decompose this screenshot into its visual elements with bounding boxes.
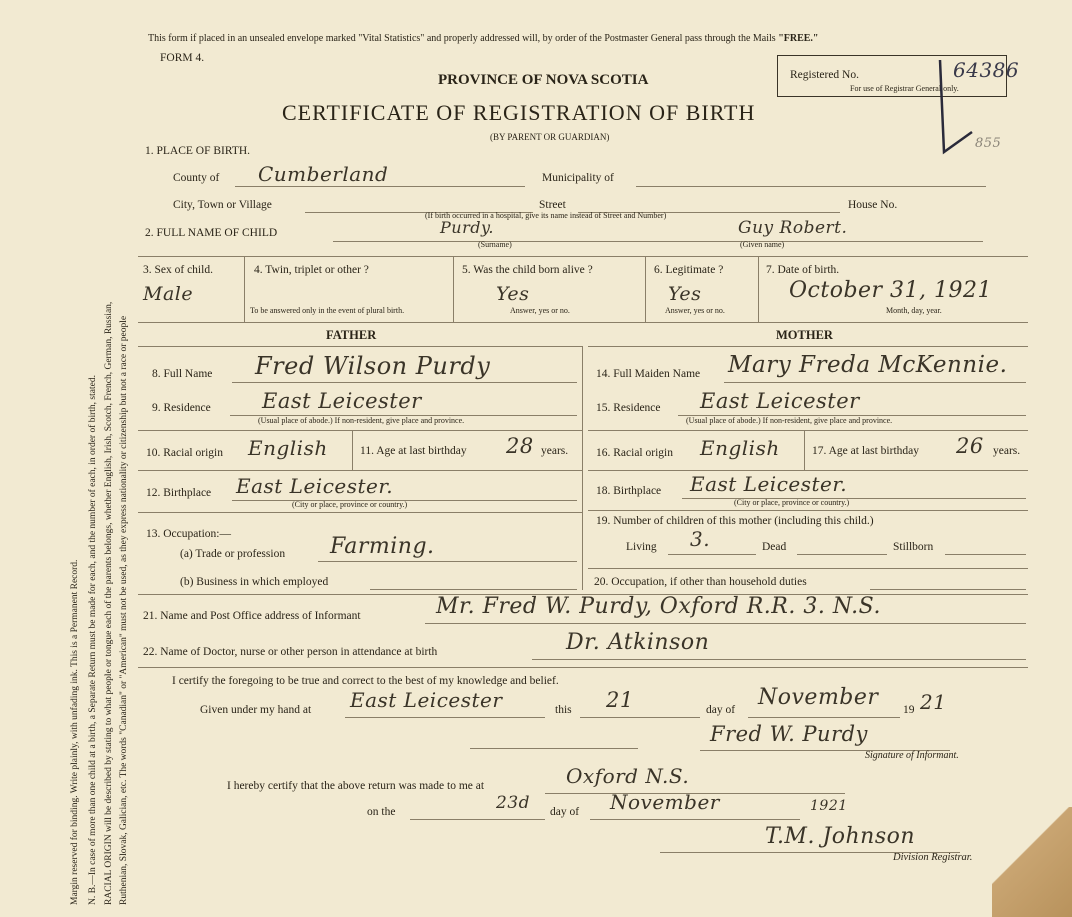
father-occupation-label: 13. Occupation:— — [146, 528, 231, 540]
father-trade-value: Farming. — [330, 534, 435, 559]
mother-residence-value: East Leicester — [700, 389, 860, 413]
sex-label: 3. Sex of child. — [143, 264, 213, 276]
margin-note-racial-origin: RACIAL ORIGIN will be described by stating to what people or tongue each of the parents belongs, whether English, Irish, Scotch, French, German, Russian, — [104, 301, 114, 905]
check-mark-icon — [932, 60, 992, 170]
living-value: 3. — [690, 527, 711, 551]
document-subtitle: (BY PARENT OR GUARDIAN) — [490, 132, 610, 142]
father-racial-value: English — [248, 436, 328, 460]
registrar-month-value: November — [610, 790, 720, 814]
mother-age-label: 17. Age at last birthday — [812, 445, 919, 457]
father-age-value: 28 — [506, 434, 534, 458]
street-label: Street — [539, 199, 566, 211]
given-caption: (Given name) — [740, 240, 785, 249]
margin-note-racial-origin-cont: Ruthenian, Slovak, Galician, etc. The words "Canadian" or "American" must not be used, as they express nationality or citizenship but not a race or people — [119, 315, 129, 905]
this-label: this — [555, 704, 572, 716]
birth-date-value: October 31, 1921 — [789, 278, 993, 303]
given-under-label: Given under my hand at — [200, 704, 312, 716]
mother-racial-label: 16. Racial origin — [596, 447, 673, 459]
father-name-label: 8. Full Name — [152, 368, 213, 380]
born-alive-value: Yes — [496, 283, 530, 305]
doctor-value: Dr. Atkinson — [566, 630, 710, 655]
given-place-value: East Leicester — [350, 688, 503, 712]
mother-birthplace-value: East Leicester. — [690, 472, 848, 496]
informant-value: Mr. Fred W. Purdy, Oxford R.R. 3. N.S. — [436, 594, 881, 619]
registrar-day-value: 23d — [496, 793, 531, 813]
registrar-caption: Division Registrar. — [893, 852, 973, 863]
province-heading: PROVINCE OF NOVA SCOTIA — [438, 72, 649, 88]
father-birthplace-value: East Leicester. — [236, 474, 394, 498]
father-residence-value: East Leicester — [262, 389, 422, 413]
form-number: FORM 4. — [160, 52, 205, 64]
county-label: County of — [173, 172, 220, 184]
mail-notice: This form if placed in an unsealed envelope marked "Vital Statistics" and properly addressed will, by order of the Postmaster General pass through the Mails "FREE." — [148, 33, 819, 44]
house-no-label: House No. — [848, 199, 898, 211]
free-label: "FREE." — [778, 33, 819, 44]
dead-label: Dead — [762, 541, 787, 553]
father-business-label: (b) Business in which employed — [180, 576, 329, 588]
father-age-label: 11. Age at last birthday — [360, 445, 467, 457]
certify-statement: I certify the foregoing to be true and correct to the best of my knowledge and belief. — [172, 675, 559, 687]
certify-year-value: 21 — [920, 690, 947, 714]
place-of-birth-label: 1. PLACE OF BIRTH. — [145, 145, 251, 157]
informant-signature: Fred W. Purdy — [710, 722, 868, 746]
city-label: City, Town or Village — [173, 199, 272, 211]
child-given-value: Guy Robert. — [738, 218, 848, 238]
sex-value: Male — [143, 283, 194, 305]
father-age-unit: years. — [541, 445, 569, 457]
informant-label: 21. Name and Post Office address of Informant — [143, 610, 361, 622]
twin-label: 4. Twin, triplet or other ? — [254, 264, 369, 276]
certify-day-value: 21 — [606, 688, 634, 712]
registrar-day-of-label: day of — [550, 806, 580, 818]
born-alive-label: 5. Was the child born alive ? — [462, 264, 593, 276]
father-residence-caption: (Usual place of abode.) If non-resident, give place and province. — [258, 416, 465, 425]
father-birthplace-label: 12. Birthplace — [146, 487, 212, 499]
margin-note-multiple-births: N. B.—In case of more than one child at a birth, a Separate Return must be made for each, and the number of each, in order of birth, stated. — [88, 375, 98, 905]
father-birthplace-caption: (City or place, province or country.) — [292, 500, 408, 509]
father-residence-label: 9. Residence — [152, 402, 211, 414]
living-label: Living — [626, 541, 657, 553]
legitimate-label: 6. Legitimate ? — [654, 264, 724, 276]
certify-day-of-label: day of — [706, 704, 736, 716]
surname-caption: (Surname) — [478, 240, 512, 249]
father-name-value: Fred Wilson Purdy — [255, 352, 491, 380]
father-racial-label: 10. Racial origin — [146, 447, 223, 459]
informant-signature-caption: Signature of Informant. — [865, 750, 959, 761]
corner-mark: 855 — [975, 136, 1002, 151]
registrar-note: For use of Registrar General only. — [850, 84, 959, 93]
registrar-place-value: Oxford N.S. — [566, 764, 690, 788]
mother-birthplace-label: 18. Birthplace — [596, 485, 662, 497]
registrar-signature: T.M. Johnson — [765, 824, 916, 849]
legitimate-value: Yes — [668, 283, 702, 305]
mother-occupation-label: 20. Occupation, if other than household duties — [594, 576, 807, 588]
certify-year-prefix: 19 — [903, 704, 915, 716]
father-heading: FATHER — [326, 328, 377, 342]
mother-children-label: 19. Number of children of this mother (including this child.) — [596, 515, 874, 527]
mother-racial-value: English — [700, 436, 780, 460]
mother-residence-label: 15. Residence — [596, 402, 661, 414]
legitimate-caption: Answer, yes or no. — [665, 306, 725, 315]
child-name-label: 2. FULL NAME OF CHILD — [145, 227, 278, 239]
registrar-statement: I hereby certify that the above return was made to me at — [227, 780, 485, 792]
mother-name-label: 14. Full Maiden Name — [596, 368, 701, 380]
twin-note: To be answered only in the event of plural birth. — [250, 306, 405, 315]
registered-value: 64386 — [953, 58, 1020, 82]
hospital-note: (If birth occurred in a hospital, give its name instead of Street and Number) — [425, 211, 667, 220]
mother-heading: MOTHER — [776, 328, 833, 342]
registered-label: Registered No. — [790, 69, 859, 81]
mother-age-value: 26 — [956, 434, 984, 458]
paper-stain — [992, 807, 1072, 917]
municipality-label: Municipality of — [542, 172, 614, 184]
birth-date-label: 7. Date of birth. — [766, 264, 840, 276]
document-title: CERTIFICATE OF REGISTRATION OF BIRTH — [282, 100, 756, 125]
father-trade-label: (a) Trade or profession — [180, 548, 286, 560]
doctor-label: 22. Name of Doctor, nurse or other person in attendance at birth — [143, 646, 438, 658]
born-alive-caption: Answer, yes or no. — [510, 306, 570, 315]
registrar-year-value: 1921 — [810, 798, 848, 814]
mother-birthplace-caption: (City or place, province or country.) — [734, 498, 850, 507]
mother-name-value: Mary Freda McKennie. — [728, 352, 1008, 378]
birth-date-caption: Month, day, year. — [886, 306, 942, 315]
certify-month-value: November — [758, 685, 879, 710]
mother-residence-caption: (Usual place of abode.) If non-resident, give place and province. — [686, 416, 893, 425]
county-value: Cumberland — [258, 162, 389, 186]
on-the-label: on the — [367, 806, 396, 818]
child-surname-value: Purdy. — [440, 218, 494, 237]
margin-note-binding: Margin reserved for binding. Write plainly, with unfading ink. This is a Permanent Record. — [70, 559, 80, 905]
stillborn-label: Stillborn — [893, 541, 934, 553]
mother-age-unit: years. — [993, 445, 1021, 457]
